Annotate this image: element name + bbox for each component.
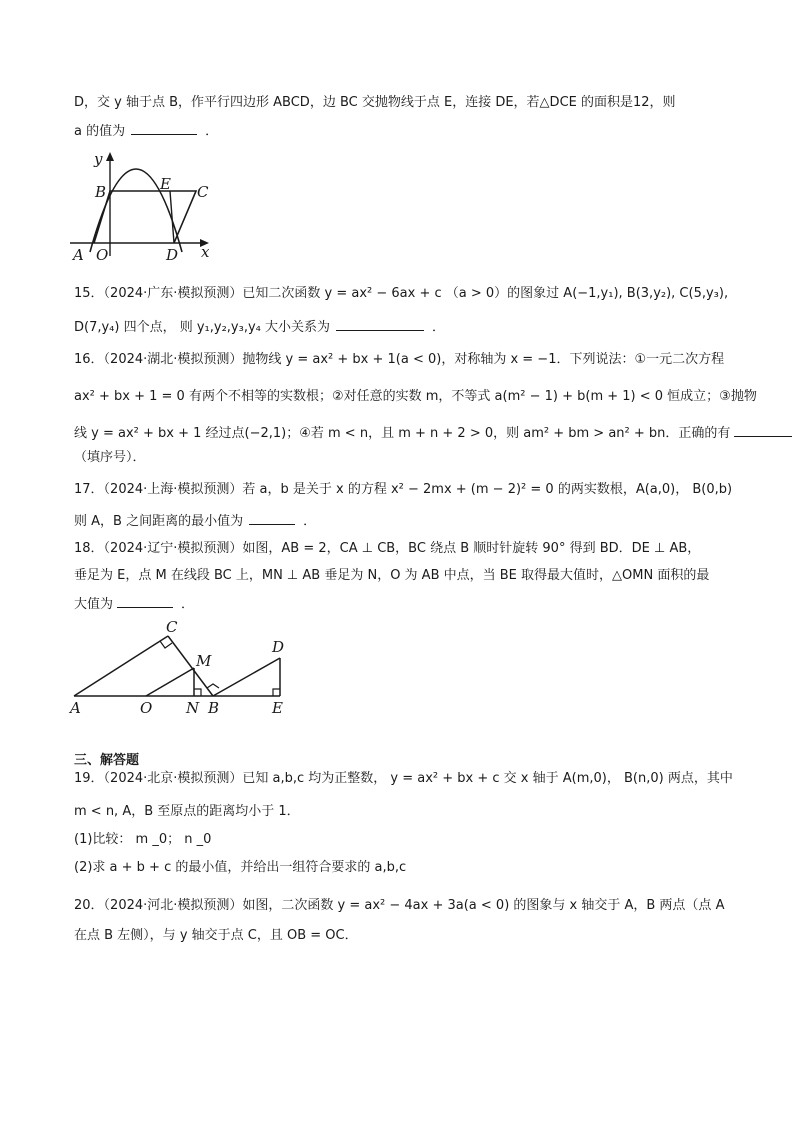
label-b: B <box>208 699 220 716</box>
q17-line-1: 17．（2024·上海·模拟预测）若 a，b 是关于 x 的方程 x² − 2mx + (m − 2)² = 0 的两实数根，A(a,0)， B(0,b) <box>74 482 733 497</box>
y-axis-arrow-icon <box>106 152 114 161</box>
label-c: C <box>197 183 209 201</box>
segment-ac <box>74 636 168 696</box>
q18-line-2: 垂足为 E，点 M 在线段 BC 上，MN ⊥ AB 垂足为 N，O 为 AB 中点，当 BE 取得最大值时，△OMN 面积的最 <box>74 568 710 583</box>
label-o: O <box>140 699 153 716</box>
q14-line-1: D，交 y 轴于点 B，作平行四边形 ABCD，边 BC 交抛物线于点 E，连接 DE，若△DCE 的面积是12，则 <box>74 95 676 110</box>
label-e: E <box>160 175 171 193</box>
q14-line-2: a 的值为 ． <box>74 120 218 142</box>
q17-line-2: 则 A，B 之间距离的最小值为 ． <box>74 510 316 532</box>
label-d: D <box>166 246 179 264</box>
label-m: M <box>196 652 212 670</box>
q19-line-1: 19．（2024·北京·模拟预测）已知 a,b,c 均为正整数， y = ax² + bx + c 交 x 轴于 A(m,0)， B(n,0) 两点，其中 <box>74 771 733 786</box>
label-c: C <box>166 618 178 636</box>
q18-line-1: 18．（2024·辽宁·模拟预测）如图，AB = 2，CA ⊥ CB，BC 绕点 B 顺时针旋转 90° 得到 BD．DE ⊥ AB， <box>74 541 701 556</box>
right-angle-b-icon <box>207 684 219 688</box>
label-d: D <box>272 638 285 656</box>
answer-blank[interactable] <box>117 593 173 608</box>
q16-line-4: （填序号）． <box>74 450 146 465</box>
answer-blank[interactable] <box>249 510 295 525</box>
section-title: 三、解答题 <box>74 753 140 768</box>
q19-line-2: m < n, A，B 至原点的距离均小于 1． <box>74 804 300 819</box>
q16-line-3: 线 y = ax² + bx + 1 经过点(−2,1)；④若 m < n，且 m + n + 2 > 0，则 am² + bm > an² + bn．正确的有 <box>74 422 792 444</box>
q20-line-1: 20．（2024·河北·模拟预测）如图，二次函数 y = ax² − 4ax + 3a(a < 0) 的图象与 x 轴交于 A，B 两点（点 A <box>74 898 725 913</box>
segment-om <box>146 668 194 696</box>
answer-blank[interactable] <box>131 120 197 135</box>
q14-figure <box>64 146 224 264</box>
right-angle-n-icon <box>194 689 201 696</box>
label-n: N <box>186 699 200 716</box>
right-angle-e-icon <box>273 689 280 696</box>
label-e: E <box>272 699 283 716</box>
label-y: y <box>94 150 103 168</box>
q20-line-2: 在点 B 左侧），与 y 轴交于点 C，且 OB = OC． <box>74 928 358 943</box>
q16-line-1: 16．（2024·湖北·模拟预测）抛物线 y = ax² + bx + 1(a < 0)，对称轴为 x = −1．下列说法：①一元二次方程 <box>74 352 725 367</box>
label-x: x <box>201 243 210 261</box>
right-angle-c-icon <box>160 641 172 648</box>
label-o: O <box>96 246 109 264</box>
label-a: A <box>70 699 81 716</box>
answer-blank[interactable] <box>336 316 424 331</box>
q18-line-3: 大值为 ． <box>74 593 194 615</box>
q18-figure <box>68 612 298 716</box>
q19-line-3: (1)比较： m _0； n _0 <box>74 832 212 847</box>
segment-bd <box>213 658 280 696</box>
answer-blank[interactable] <box>734 422 792 437</box>
q15-line-1: 15．（2024·广东·模拟预测）已知二次函数 y = ax² − 6ax + c （a > 0）的图象过 A(−1,y₁), B(3,y₂), C(5,y₃), <box>74 286 729 301</box>
q19-line-4: (2)求 a + b + c 的最小值，并给出一组符合要求的 a,b,c <box>74 860 407 875</box>
q15-line-2: D(7,y₄) 四个点， 则 y₁,y₂,y₃,y₄ 大小关系为 ． <box>74 316 445 338</box>
q16-line-2: ax² + bx + 1 = 0 有两个不相等的实数根；②对任意的实数 m，不等式 a(m² − 1) + b(m + 1) < 0 恒成立；③抛物 <box>74 389 757 404</box>
label-a: A <box>73 246 84 264</box>
label-b: B <box>95 183 107 201</box>
